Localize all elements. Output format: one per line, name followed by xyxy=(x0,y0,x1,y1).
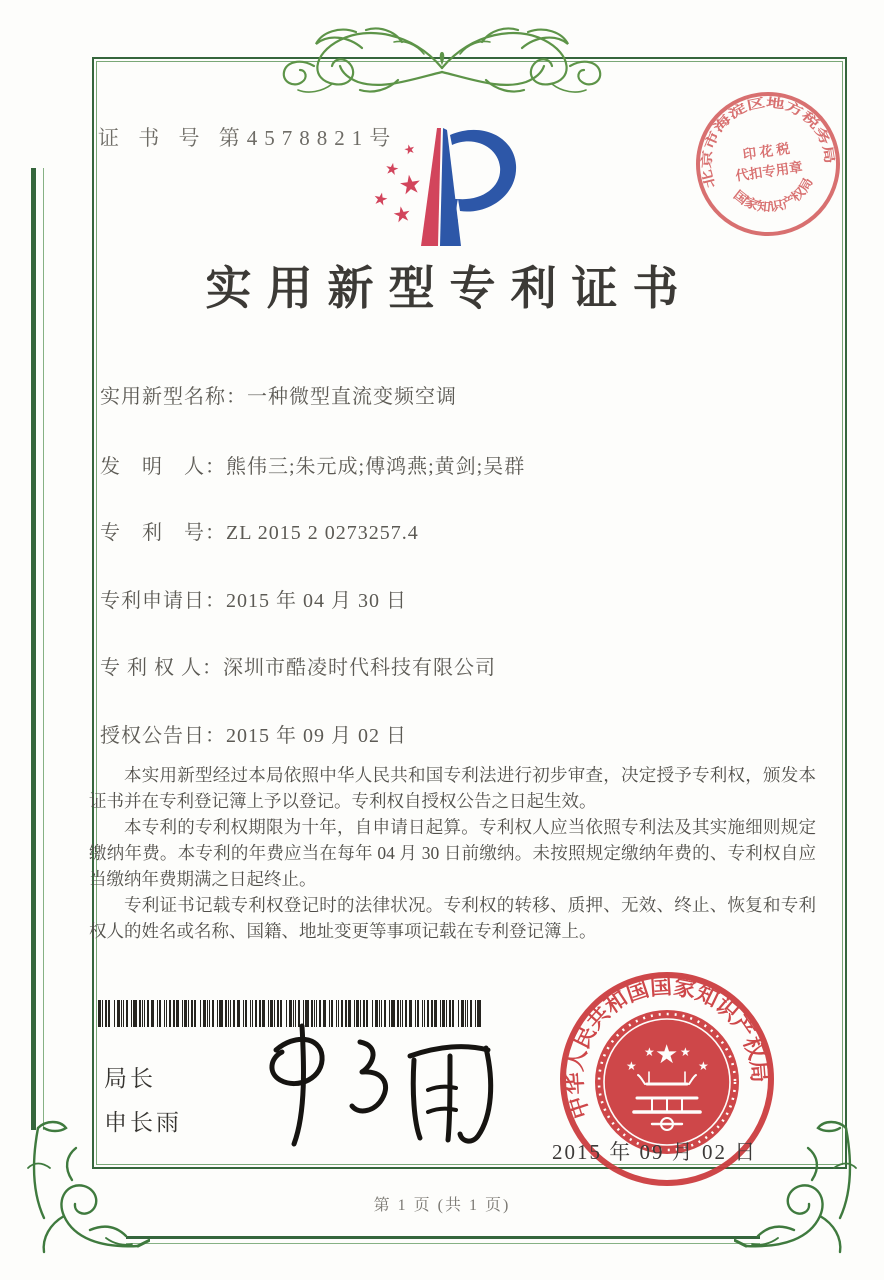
svg-text:★: ★ xyxy=(680,1045,691,1059)
border-bottom-line xyxy=(126,1236,760,1244)
svg-text:★: ★ xyxy=(626,1059,637,1073)
field-patentee: 专 利 权 人：深圳市酷凌时代科技有限公司 xyxy=(100,657,496,679)
field-utility-model-name: 实用新型名称：一种微型直流变频空调 xyxy=(100,386,457,408)
tax-seal-center-line2: 代扣专用章 xyxy=(734,159,804,184)
certificate-title: 实用新型专利证书 xyxy=(205,263,694,314)
tax-seal-top-text: 北京市海淀区地方税务局 xyxy=(699,95,836,190)
national-emblem-icon xyxy=(595,1010,739,1154)
legal-text-block xyxy=(89,762,816,944)
paragraph-register: 专利证书记载专利权登记时的法律状况。专利权的转移、质押、无效、终止、恢复和专利权人的姓名或名称、国籍、地址变更等事项记载在专利登记簿上。 xyxy=(89,895,816,941)
paragraph-term-fees: 本专利的专利权期限为十年，自申请日起算。专利权人应当依照专利法及其实施细则规定缴纳年费。本专利的年费应当在每年 04 月 30 日前缴纳。未按照规定缴纳年费的、专利权自应当缴纳年费期满之日起终止。 xyxy=(89,817,816,889)
svg-text:★: ★ xyxy=(644,1045,655,1059)
svg-text:★: ★ xyxy=(402,140,418,158)
field-patent-number: 专 利 号：ZL 2015 2 0273257.4 xyxy=(100,522,419,544)
tax-seal-bottom-text: 国家知识产权局 xyxy=(730,176,816,215)
svg-text:★: ★ xyxy=(698,1059,709,1073)
director-title: 局长 xyxy=(104,1066,156,1091)
svg-text:★: ★ xyxy=(371,188,391,211)
handwritten-signature xyxy=(242,1012,502,1152)
bottom-left-ornament-icon xyxy=(20,1120,150,1255)
svg-text:★: ★ xyxy=(383,160,401,180)
tax-stamp-seal xyxy=(688,84,848,244)
seal-ring-text: 中华人民共和国国家知识产权局 xyxy=(561,973,773,1122)
svg-text:★: ★ xyxy=(390,201,414,228)
svg-text:★: ★ xyxy=(396,168,424,201)
field-grant-date: 授权公告日：2015 年 09 月 02 日 xyxy=(100,725,407,747)
seal-date: 2015 年 09 月 02 日 xyxy=(552,1140,758,1164)
svg-text:★: ★ xyxy=(655,1040,679,1069)
cnipa-logo-icon xyxy=(342,103,557,253)
tax-seal-center-line1: 印 花 税 xyxy=(741,140,791,163)
certificate-number: 证 书 号 第4578821号 xyxy=(98,126,398,150)
top-ornament-icon xyxy=(162,18,722,108)
paragraph-grant: 本实用新型经过本局依照中华人民共和国专利法进行初步审查，决定授予专利权，颁发本证书并在专利登记簿上予以登记。专利权自授权公告之日起生效。 xyxy=(89,765,816,811)
field-inventors: 发 明 人：熊伟三;朱元成;傅鸿燕;黄剑;吴群 xyxy=(100,456,526,478)
director-name: 申长雨 xyxy=(104,1110,182,1135)
field-filing-date: 专利申请日：2015 年 04 月 30 日 xyxy=(100,590,407,612)
page-number: 第 1 页 (共 1 页) xyxy=(373,1197,511,1214)
